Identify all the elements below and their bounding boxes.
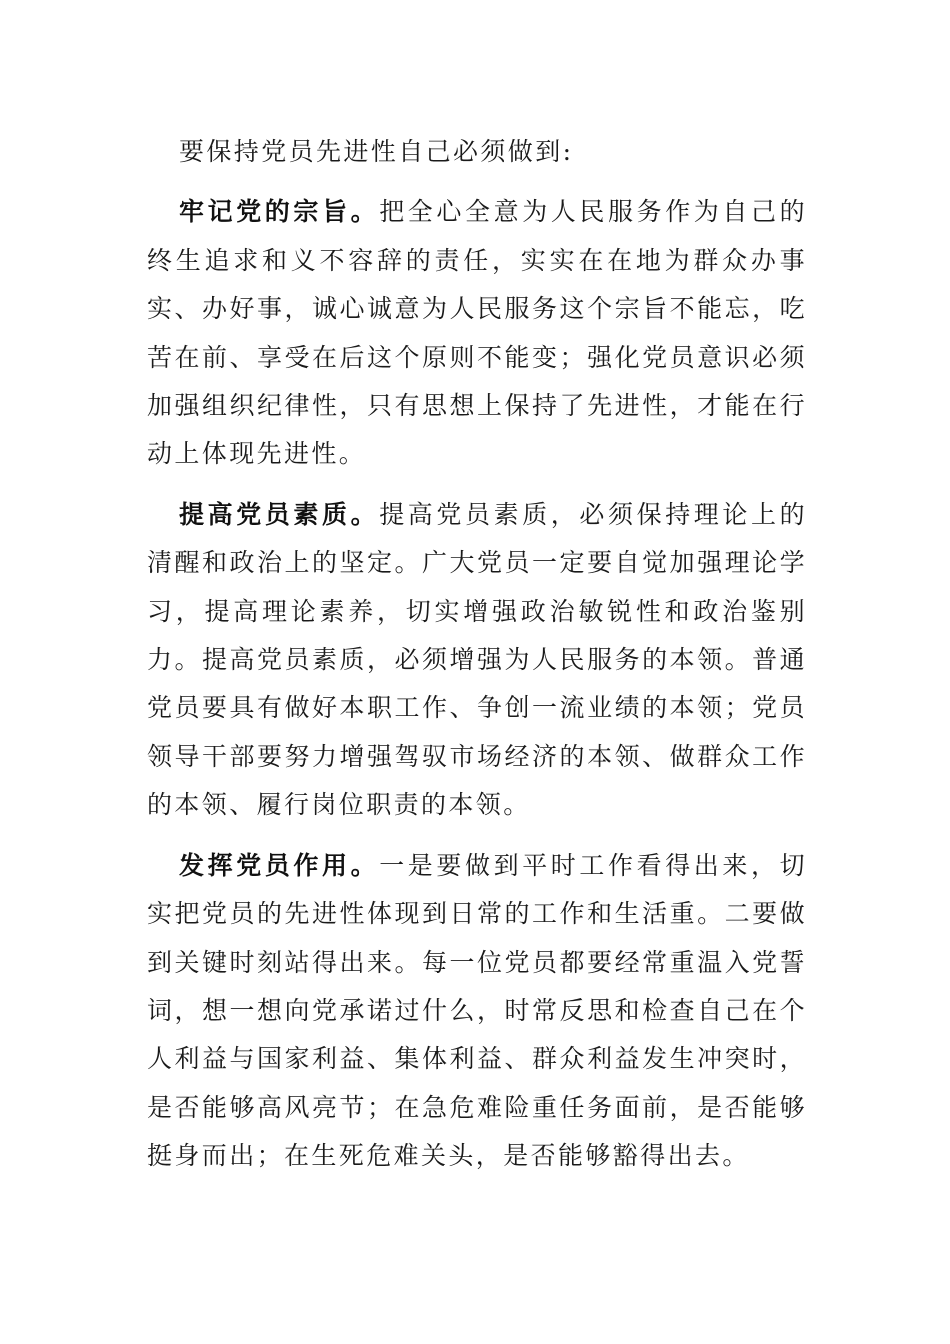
document-body bbox=[147, 128, 807, 1193]
intro-paragraph: 要保持党员先进性自己必须做到: bbox=[179, 137, 574, 166]
section-paragraph-1 bbox=[147, 188, 807, 478]
section-heading-2: 提高党员素质。 bbox=[179, 499, 380, 529]
section-body-1: 把全心全意为人民服务作为自己的终生追求和义不容辞的责任，实实在在地为群众办事实、办好事，诚心诚意为人民服务这个宗旨不能忘，吃苦在前、享受在后这个原则不能变；强化党员意识必须加强组织纪律性，只有思想上保持了先进性，才能在行动上体现先进性。 bbox=[147, 197, 807, 469]
section-paragraph-3 bbox=[147, 842, 807, 1181]
section-body-3: 一是要做到平时工作看得出来，切实把党员的先进性体现到日常的工作和生活重。二要做到关键时刻站得出来。每一位党员都要经常重温入党誓词，想一想向党承诺过什么，时常反思和检查自己在个人利益与国家利益、集体利益、群众利益发生冲突时，是否能够高风亮节；在急危难险重任务面前，是否能够挺身而出；在生死危难关头，是否能够豁得出去。 bbox=[147, 850, 807, 1171]
section-body-2: 提高党员素质，必须保持理论上的清醒和政治上的坚定。广大党员一定要自觉加强理论学习，提高理论素养，切实增强政治敏锐性和政治鉴别力。提高党员素质，必须增强为人民服务的本领。普通党员要具有做好本职工作、争创一流业绩的本领；党员领导干部要努力增强驾驭市场经济的本领、做群众工作的本领、履行岗位职责的本领。 bbox=[147, 499, 807, 820]
section-heading-1: 牢记党的宗旨。 bbox=[179, 197, 380, 227]
section-heading-3: 发挥党员作用。 bbox=[179, 850, 380, 880]
section-paragraph-2 bbox=[147, 491, 807, 830]
